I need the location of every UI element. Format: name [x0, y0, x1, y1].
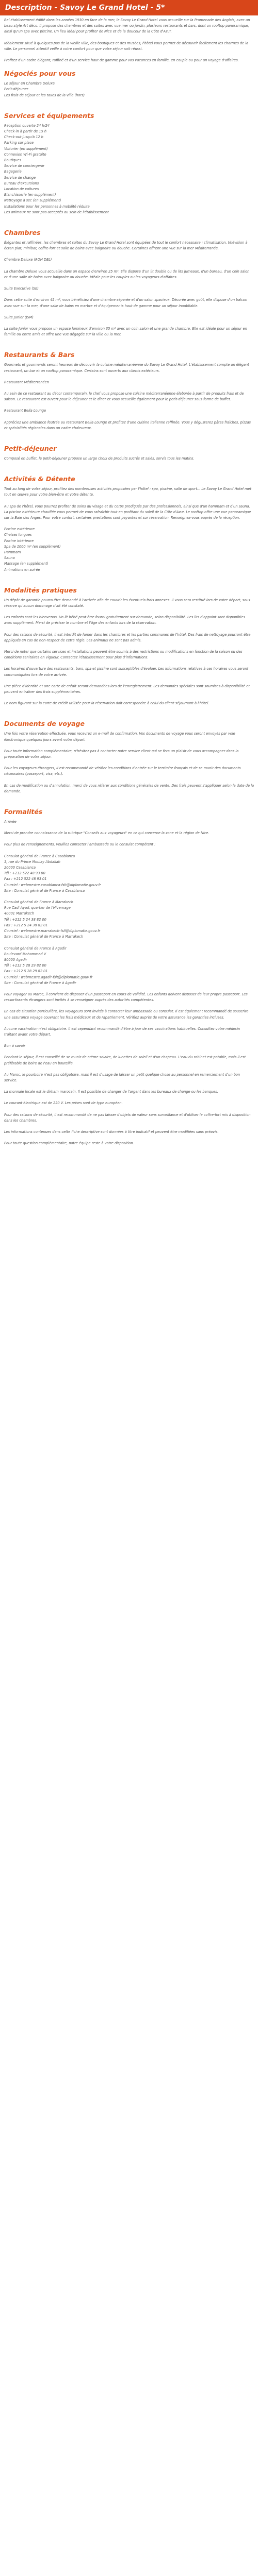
restaurant-description: Appréciez une ambiance feutrée au restaurant Bella Lounge et profitez d'une cuisine italienne raffinée. Vous y dégusterez pâtes fraîches, pizzas et spécialités régionales dans un cadre chaleureux.	[4, 420, 251, 430]
footer-paragraph: Le courant électrique est de 220 V. Les prises sont de type européen.	[4, 1101, 123, 1106]
documents-paragraph: Une fois votre réservation effectuée, vous recevrez un e-mail de confirmation. Vos documents de voyage vous seront envoyés par voie électronique quelques jours avant votre départ.	[4, 732, 235, 742]
intro-paragraph: Idéalement situé à quelques pas de la vieille ville, des boutiques et des musées, l'hôtel vous permet de découvrir facilement les charmes de la ville. Le personnel attentif veille à votre confort pour que votre séjour soit réussi.	[4, 41, 249, 51]
footer-paragraph: Au Maroc, le pourboire n'est pas obligatoire, mais il est d'usage de laisser un petit quelque chose au personnel en remerciement d'un bon service.	[4, 1072, 240, 1082]
list-item: Connexion Wi-Fi gratuite	[4, 152, 46, 157]
footer-paragraph: Pour des raisons de sécurité, il est recommandé de ne pas laisser d'objets de valeur sans surveillance et d'utiliser le coffre-fort mis à disposition dans les chambres.	[4, 1112, 251, 1123]
footer-paragraph: Les informations contenues dans cette fiche descriptive sont données à titre indicatif et peuvent être modifiées sans préavis.	[4, 1129, 219, 1134]
formalites-paragraph: Pour plus de renseignements, veuillez contacter l'ambassade ou le consulat compétent :	[4, 842, 156, 847]
consulat-line: Site : Consulat général de France à Casablanca	[4, 888, 85, 893]
formalites-arrivee-label: Arrivée	[4, 820, 17, 824]
consulat-line: Fax : +212 5 24 38 82 01	[4, 923, 48, 927]
consulat-name: Consulat général de France à Marrakech	[4, 900, 73, 905]
list-item: Massage (en supplément)	[4, 562, 49, 566]
consulat-block	[4, 946, 254, 986]
room-description: La suite Junior vous propose un espace lumineux d'environ 35 m² avec un coin salon et une grande chambre. Elle est idéale pour un séjour en famille ou entre amis et offre une vue dégagée sur la ville ou la mer.	[4, 326, 247, 337]
list-item: Installations pour les personnes à mobilité réduite	[4, 204, 90, 209]
activites-list	[4, 527, 254, 573]
sante-paragraph: Pour voyager au Maroc, il convient de disposer d'un passeport en cours de validité. Les enfants doivent disposer de leur propre passeport. Les ressortissants étrangers sont invités à se renseigner auprès des autorités compétentes.	[4, 992, 248, 1003]
section-title-chambres: Chambres	[4, 229, 41, 237]
section-title-negocies: Négociés pour vous	[4, 70, 76, 78]
list-item: Check-out jusqu'à 12 h	[4, 135, 43, 140]
list-item: Voiturier (en supplément)	[4, 146, 48, 151]
consulat-block	[4, 854, 254, 894]
formalites-paragraph: Merci de prendre connaissance de la rubrique "Conseils aux voyageurs" en ce qui concerne la zone et la région de Nice.	[4, 831, 209, 836]
modalites-paragraph: Les enfants sont les bienvenus. Un lit bébé peut être fourni gratuitement sur demande, selon disponibilité. Les lits d'appoint sont disponibles avec supplément. Merci de préciser le nombre et l'âge des enfants lors de la réservation.	[4, 615, 245, 625]
list-item: Petit-déjeuner	[4, 87, 28, 92]
consulat-line: Tél : +212 5 24 38 82 00	[4, 917, 46, 922]
restaurant-name: Restaurant Méditerranéen	[4, 380, 49, 384]
consulat-line: Tél : +212 5 28 29 82 00	[4, 963, 46, 968]
list-item: Location de voitures	[4, 187, 39, 192]
modalites-paragraph: Les horaires d'ouverture des restaurants, bars, spa et piscine sont susceptibles d'évoluer. Les informations relatives à ces horaires vous seront communiquées lors de votre arrivée.	[4, 667, 249, 677]
consulat-line: Tél : +212 522 48 93 00	[4, 871, 45, 876]
intro-paragraph: Profitez d'un cadre élégant, raffiné et d'un service haut de gamme pour vos vacances en famille, en couple ou pour un voyage d'affaires.	[4, 58, 239, 63]
page-header	[0, 0, 258, 15]
consulat-name: Consulat général de France à Agadir	[4, 946, 67, 951]
consulat-block	[4, 900, 254, 940]
list-item: Bagagerie	[4, 170, 22, 174]
footer-paragraph: La monnaie locale est le dirham marocain. Il est possible de changer de l'argent dans les bureaux de change ou les banques.	[4, 1090, 218, 1094]
documents-paragraph: Pour toute information complémentaire, n'hésitez pas à contacter notre service client qui se fera un plaisir de vous accompagner dans la préparation de votre séjour.	[4, 749, 239, 759]
list-item: Réception ouverte 24 h/24	[4, 123, 50, 128]
restaurant-name: Restaurant Bella Lounge	[4, 409, 46, 413]
list-item: Check-in à partir de 15 h	[4, 129, 47, 134]
chambres-intro: Élégantes et raffinées, les chambres et suites du Savoy Le Grand Hotel sont équipées de tout le confort nécessaire : climatisation, télévision à écran plat, minibar, coffre-fort et salle de bains avec baignoire ou douche. Certaines offrent une vue sur la mer Méditerranée.	[4, 241, 248, 251]
room-name: Suite Junior (JSM)	[4, 315, 34, 319]
section-title-petitdejeuner: Petit-déjeuner	[4, 444, 57, 452]
list-item: Les frais de séjour et les taxes de la ville (hors)	[4, 93, 85, 97]
section-title-modalites: Modalités pratiques	[4, 586, 77, 594]
section-title-documents: Documents de voyage	[4, 720, 85, 728]
activites-intro: Tout au long de votre séjour, profitez des nombreuses activités proposées par l'hôtel : spa, piscine, salle de sport... Le Savoy Le Grand Hotel met tout en œuvre pour votre bien-être et votre détente.	[4, 487, 252, 497]
modalites-paragraph: Pour des raisons de sécurité, il est interdit de fumer dans les chambres et les parties communes de l'hôtel. Des frais de nettoyage pourront être appliqués en cas de non-respect de cette règle. Les animaux ne sont pas admis.	[4, 632, 251, 642]
consulat-line: 20000 Casablanca	[4, 866, 36, 870]
section-title-restaurants: Restaurants & Bars	[4, 351, 75, 359]
consulat-line: Fax : +212 522 48 93 01	[4, 877, 47, 882]
room-name: Chambre Deluxe (ROH DEL)	[4, 258, 52, 262]
section-title-services: Services et équipements	[4, 111, 94, 120]
activites-intro: Au spa de l'hôtel, vous pourrez profiter de soins du visage et du corps prodigués par des professionnels, ainsi que d'un hammam et d'un sauna. La piscine extérieure chauffée vous permet de vous rafraîchir tout en profitant du soleil de la Côte d'Azur. Le rooftop offre une vue panoramique sur la Baie des Anges. Pour votre confort, certaines prestations sont payantes et sur réservation. Renseignez-vous auprès de la réception.	[4, 504, 251, 520]
consulat-line: Site : Consulat général de France à Marrakech	[4, 935, 84, 939]
petitdejeuner-text: Composé en buffet, le petit-déjeuner propose un large choix de produits sucrés et salés, servis tous les matins.	[4, 456, 195, 461]
list-item: Les animaux ne sont pas acceptés au sein de l'établissement	[4, 210, 109, 214]
list-item: Service de conciergerie	[4, 164, 44, 168]
footer-paragraph: Pendant le séjour, il est conseillé de se munir de crème solaire, de lunettes de soleil et d'un chapeau. L'eau du robinet est potable, mais il est préférable de boire de l'eau en bouteille.	[4, 1055, 246, 1065]
consulat-line: Courriel : webmestre.marrakech-fslt@diplomatie.gouv.fr	[4, 929, 101, 934]
footer-title: Bon à savoir	[4, 1044, 25, 1048]
services-list	[4, 123, 254, 215]
consulat-line: 40001 Marrakech	[4, 911, 34, 916]
list-item: Blanchisserie (en supplément)	[4, 193, 56, 197]
consulat-line: Courriel : webmestre.casablanca-fslt@diplomatie.gouv.fr	[4, 883, 101, 887]
modalites-paragraph: Un dépôt de garantie pourra être demandé à l'arrivée afin de couvrir les éventuels frais annexes. Il vous sera restitué lors de votre départ, sous réserve qu'aucun dommage n'ait été constaté.	[4, 598, 250, 608]
room-name: Suite Executive (SE)	[4, 286, 39, 291]
list-item: Piscine extérieure	[4, 527, 35, 532]
section-title-activites: Activités & Détente	[4, 475, 75, 483]
modalites-paragraph: Une pièce d'identité et une carte de crédit seront demandées lors de l'enregistrement. Les demandes spéciales sont soumises à disponibilité et peuvent entraîner des frais supplémentaires.	[4, 684, 250, 694]
list-item: Hammam	[4, 550, 21, 554]
list-item: Parking sur place	[4, 141, 34, 145]
documents-paragraph: En cas de modification ou d'annulation, merci de vous référer aux conditions générales de vente. Des frais peuvent s'appliquer selon la date de la demande.	[4, 783, 254, 793]
modalites-paragraph: Merci de noter que certains services et installations peuvent être soumis à des restrictions ou modifications en fonction de la saison ou des conditions sanitaires en vigueur. Contactez l'établissement pour plus d'informations.	[4, 650, 243, 660]
modalites-paragraph: Le nom figurant sur la carte de crédit utilisée pour la réservation doit correspondre à celui du client séjournant à l'hôtel.	[4, 701, 209, 706]
description-content	[0, 15, 258, 1146]
list-item: Nettoyage à sec (en supplément)	[4, 198, 61, 203]
section-title-formalites: Formalités	[4, 808, 43, 816]
list-item: Service de change	[4, 175, 36, 180]
room-description: Dans cette suite d'environ 45 m², vous bénéficiez d'une chambre séparée et d'un salon spacieux. Décorée avec goût, elle dispose d'un balcon avec vue sur la mer, d'une salle de bains en marbre et d'équipements haut de gamme pour un séjour inoubliable.	[4, 298, 248, 308]
negocies-list	[4, 81, 254, 98]
consulat-line: Rue Cadi Ayad, quartier de l'Hivernage	[4, 906, 71, 910]
list-item: Bureau d'excursions	[4, 181, 39, 185]
documents-paragraph: Pour les voyageurs étrangers, il est recommandé de vérifier les conditions d'entrée sur le territoire français et de se munir des documents nécessaires (passeport, visa, etc.).	[4, 766, 241, 776]
consulat-line: Fax : +212 5 28 29 82 01	[4, 969, 48, 974]
list-item: Piscine intérieure	[4, 538, 34, 543]
list-item: Chaises longues	[4, 533, 32, 537]
restaurant-description: Au sein de ce restaurant au décor contemporain, le chef vous propose une cuisine méditerranéenne élaborée à partir de produits frais et de saison. Le restaurant est ouvert pour le déjeuner et le dîner et vous accueille également pour le petit-déjeuner sous forme de buffet.	[4, 391, 244, 402]
list-item: Sauna	[4, 556, 15, 561]
restaurants-intro: Gourmets et gourmands seront heureux de découvrir la cuisine méditerranéenne du Savoy Le Grand Hotel. L'établissement compte un élégant restaurant, un bar et un rooftop panoramique. Certains sont ouverts aux clients extérieurs.	[4, 363, 249, 373]
consulat-line: 1, rue du Prince Moulay Abdallah	[4, 859, 60, 864]
footer-paragraph: Pour toute question complémentaire, notre équipe reste à votre disposition.	[4, 1141, 134, 1146]
list-item: Spa de 1000 m² (en supplément)	[4, 544, 61, 549]
page-title: Description - Savoy Le Grand Hotel - 5*	[5, 4, 165, 12]
consulat-name: Consulat général de France à Casablanca	[4, 854, 75, 858]
sante-paragraph: En cas de situation particulière, les voyageurs sont invités à contacter leur ambassade ou consulat. Il est également recommandé de souscrire une assurance voyage couvrant les frais médicaux et de rapatriement. Vérifiez auprès de votre assurance les garanties incluses.	[4, 1009, 249, 1020]
consulat-line: Courriel : webmestre.agadir-fslt@diplomatie.gouv.fr	[4, 975, 93, 979]
list-item: Le séjour en Chambre Deluxe	[4, 81, 55, 86]
room-description: La chambre Deluxe vous accueille dans un espace d'environ 25 m². Elle dispose d'un lit double ou de lits jumeaux, d'un bureau, d'un coin salon et d'une salle de bains avec baignoire ou douche. Idéale pour les couples ou les voyageurs d'affaires.	[4, 269, 250, 279]
list-item: Boutiques	[4, 158, 22, 163]
consulat-line: Boulevard Mohammed V	[4, 952, 46, 956]
intro-paragraph: Bel établissement édifié dans les années 1930 en face de la mer, le Savoy Le Grand Hotel vous accueille sur la Promenade des Anglais, avec un beau style Art déco. Il propose des chambres et des suites avec vue mer ou jardin, plusieurs restaurants et bars, dont un rooftop panoramique, ainsi qu'un spa avec piscine. Un lieu idéal pour profiter de Nice et de la douceur de la Côte d'Azur.	[4, 18, 250, 34]
sante-paragraph: Aucune vaccination n'est obligatoire. Il est cependant recommandé d'être à jour de ses vaccinations habituelles. Consultez votre médecin traitant avant votre départ.	[4, 1026, 240, 1037]
consulat-line: 80000 Agadir	[4, 957, 27, 962]
list-item: Animations en soirée	[4, 567, 40, 572]
consulat-line: Site : Consulat général de France à Agadir	[4, 980, 76, 985]
